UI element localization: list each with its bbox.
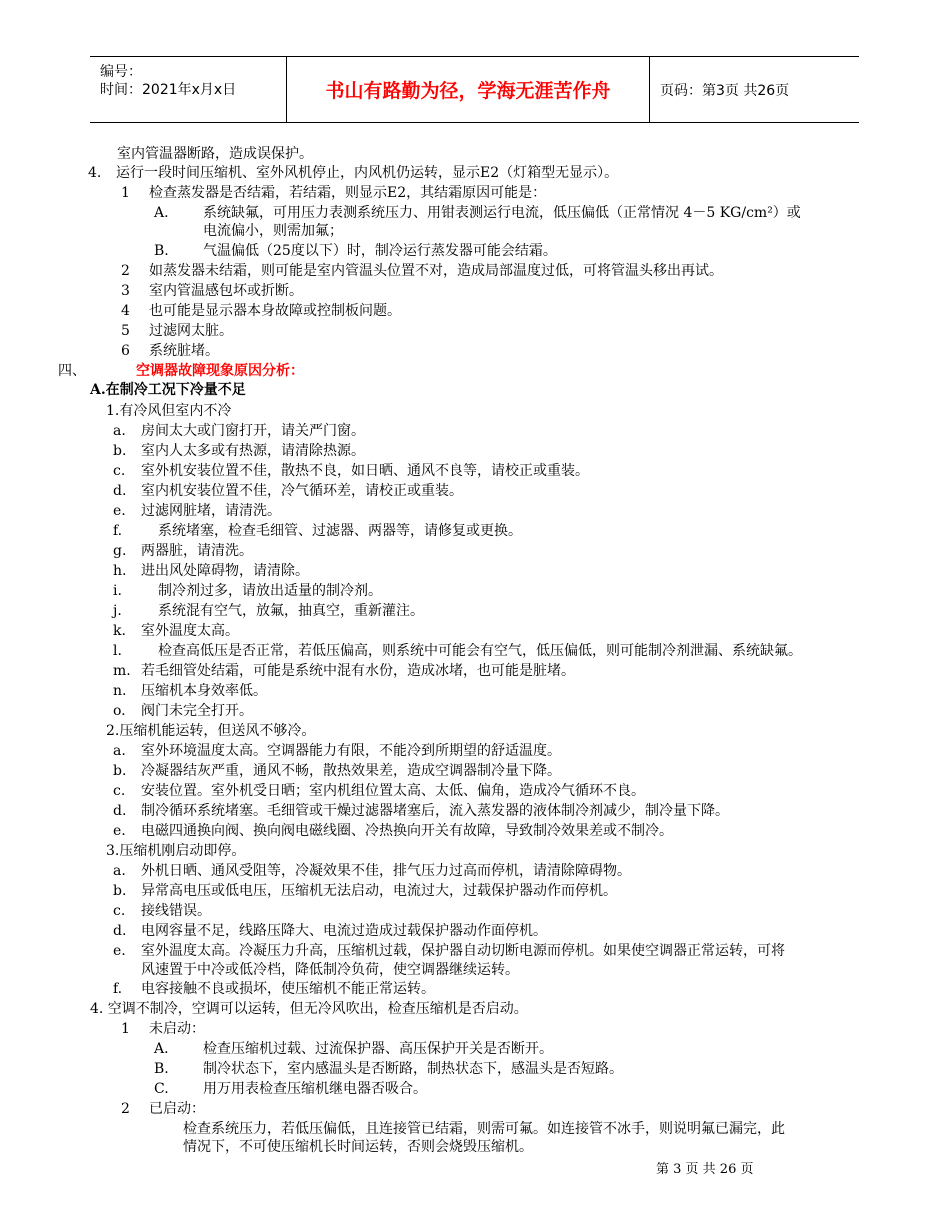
list-item: [113, 502, 281, 520]
list-item-text: 进出风处障碍物，请清除。: [141, 563, 309, 579]
list-item: [113, 562, 309, 580]
list-item: [121, 262, 723, 280]
list-item: [113, 442, 365, 460]
list-item-text: 室外环境温度太高。空调器能力有限，不能冷到所期望的舒适温度。: [141, 743, 561, 759]
list-marker: 4: [121, 303, 130, 319]
list-item-text: 电磁四通换向阀、换向阀电磁线圈、冷热换向开关有故障，导致制冷效果差或不制冷。: [141, 823, 673, 839]
document-number-label: 编号：: [100, 64, 142, 80]
list-marker: 4.: [88, 165, 102, 181]
list-marker: 2: [121, 263, 130, 279]
list-item-text: 已启动：: [149, 1101, 205, 1117]
list-item: [113, 942, 785, 960]
list-marker: 2: [121, 1101, 130, 1117]
list-item-text: 制冷剂过多，请放出适量的制冷剂。: [158, 583, 382, 599]
list-item: [113, 462, 589, 480]
list-item-text: 电容接触不良或损坏，使压缩机不能正常运转。: [141, 981, 435, 997]
body-line: 情况下，不可使压缩机长时间运转，否则会烧毁压缩机。: [183, 1139, 533, 1155]
list-item: [113, 602, 424, 620]
list-item: [121, 1100, 205, 1118]
list-marker: f.: [113, 981, 123, 997]
list-marker: A.: [154, 205, 169, 221]
list-marker: m.: [113, 663, 131, 679]
section-heading: [58, 362, 304, 380]
list-item: [113, 482, 463, 500]
list-marker: i.: [113, 583, 122, 599]
list-item-text: 室内管温感包坏或折断。: [149, 283, 303, 299]
list-item: [154, 1060, 623, 1078]
list-item-text: 也可能是显示器本身故障或控制板问题。: [149, 303, 401, 319]
header-page-cell: [650, 57, 858, 122]
list-item-text: 制冷状态下，室内感温头是否断路，制热状态下，感温头是否短路。: [203, 1061, 623, 1077]
list-marker: d.: [113, 923, 127, 939]
body-line: 风速置于中冷或低冷档，降低制冷负荷，使空调器继续运转。: [141, 962, 519, 978]
document-time-label: 时间：2021年x月x日: [100, 82, 237, 98]
body-line: 室内管温器断路，造成误保护。: [117, 146, 313, 162]
list-marker: h.: [113, 563, 127, 579]
list-marker: e.: [113, 503, 126, 519]
list-marker: n.: [113, 683, 127, 699]
list-marker: b.: [113, 763, 127, 779]
list-item-text: 过滤网脏堵，请清洗。: [141, 503, 281, 519]
list-marker: a.: [113, 743, 126, 759]
list-marker: 1: [121, 1021, 130, 1037]
group-heading: 3.压缩机刚启动即停。: [106, 843, 246, 859]
list-item-text: 冷凝器结灰严重，通风不畅，散热效果差，造成空调器制冷量下降。: [141, 763, 561, 779]
list-marker: f.: [113, 523, 123, 539]
list-marker: c.: [113, 463, 126, 479]
list-item-text: 两器脏，请清洗。: [141, 543, 253, 559]
list-item: [113, 882, 617, 900]
list-marker: d.: [113, 483, 127, 499]
body-line: 电流偏小，则需加氟；: [203, 223, 343, 239]
list-item: [113, 662, 575, 680]
list-item: [113, 902, 211, 920]
group-heading: 4. 空调不制冷，空调可以运转，但无冷风吹出，检查压缩机是否启动。: [90, 1001, 528, 1017]
list-item-text: 制冷循环系统堵塞。毛细管或干燥过滤器堵塞后，流入蒸发器的液体制冷剂减少，制冷量下降。: [141, 803, 729, 819]
list-item: [154, 1040, 553, 1058]
list-item-text: 室外温度太高。: [141, 623, 239, 639]
page-header-table: [90, 56, 859, 123]
list-item-text: 电网容量不足，线路压降大、电流过造成过载保护器动作面停机。: [141, 923, 547, 939]
list-marker: e.: [113, 823, 126, 839]
header-page-number: 页码：第3页 共26页: [660, 82, 790, 99]
list-marker: B.: [154, 1061, 169, 1077]
list-item: [113, 742, 561, 760]
list-item: [88, 164, 619, 182]
list-item: [113, 862, 631, 880]
list-item: [113, 702, 253, 720]
list-marker: b.: [113, 443, 127, 459]
list-item-text: 室内人太多或有热源，请清除热源。: [141, 443, 365, 459]
list-item-text: 阀门未完全打开。: [141, 703, 253, 719]
list-item-text: 检查压缩机过载、过流保护器、高压保护开关是否断开。: [203, 1041, 553, 1057]
list-item-text: 系统缺氟，可用压力表测系统压力、用钳表测运行电流，低压偏低（正常情况 4－5 KG/cm²）或: [203, 205, 801, 221]
list-item-text: 安装位置。室外机受日晒；室内机组位置太高、太低、偏角，造成冷气循环不良。: [141, 783, 645, 799]
list-item-text: 检查高低压是否正常，若低压偏高，则系统中可能会有空气，低压偏低，则可能制冷剂泄漏、系统缺氟。: [158, 643, 802, 659]
list-item-text: 用万用表检查压缩机继电器否吸合。: [203, 1081, 427, 1097]
body-line: 检查系统压力，若低压偏低，且连接管已结霜，则需可氟。如连接管不冰手，则说明氟已漏完，此: [183, 1121, 785, 1137]
list-item: [113, 762, 561, 780]
list-item-text: 压缩机本身效率低。: [141, 683, 267, 699]
list-marker: a.: [113, 863, 126, 879]
list-item-text: 房间太大或门窗打开，请关严门窗。: [141, 423, 365, 439]
list-marker: A.: [154, 1041, 169, 1057]
list-marker: 6: [121, 343, 130, 359]
list-item: [121, 302, 401, 320]
list-marker: j.: [113, 603, 122, 619]
list-item-text: 系统脏堵。: [149, 343, 219, 359]
list-marker: 1: [121, 185, 130, 201]
list-item: [113, 782, 645, 800]
list-item-text: 接线错误。: [141, 903, 211, 919]
list-marker: d.: [113, 803, 127, 819]
list-item-text: 室外温度太高。冷凝压力升高，压缩机过载，保护器自动切断电源而停机。如果使空调器正常运转，可将: [141, 943, 785, 959]
list-item-text: 外机日晒、通风受阻等，冷凝效果不佳，排气压力过高而停机，请清除障碍物。: [141, 863, 631, 879]
list-item-text: 如蒸发器未结霜，则可能是室内管温头位置不对，造成局部温度过低，可将管温头移出再试。: [149, 263, 723, 279]
list-item: [113, 922, 547, 940]
list-item: [154, 242, 557, 260]
list-item: [113, 422, 365, 440]
list-item: [154, 204, 801, 222]
list-marker: 5: [121, 323, 130, 339]
group-heading: 2.压缩机能运转，但送风不够冷。: [106, 723, 316, 739]
list-marker: k.: [113, 623, 126, 639]
list-item: [113, 582, 382, 600]
list-item: [113, 802, 729, 820]
list-marker: e.: [113, 943, 126, 959]
list-item-text: 过滤网太脏。: [149, 323, 233, 339]
list-item: [121, 1020, 205, 1038]
list-item: [113, 622, 239, 640]
header-motto-cell: [286, 57, 650, 122]
list-marker: g.: [113, 543, 127, 559]
list-item-text: 室内机安装位置不佳，冷气循环差，请校正或重装。: [141, 483, 463, 499]
page-footer: 第 3 页 共 26 页: [656, 1162, 754, 1177]
list-item: [121, 184, 547, 202]
list-item: [121, 282, 303, 300]
list-item: [113, 542, 253, 560]
list-marker: C.: [154, 1081, 169, 1097]
list-item-text: 气温偏低（25度以下）时，制冷运行蒸发器可能会结霜。: [203, 243, 557, 259]
section-title: 空调器故障现象原因分析：: [136, 363, 304, 379]
group-heading: 1.有冷风但室内不冷: [106, 403, 232, 419]
list-item: [113, 822, 673, 840]
list-item: [113, 642, 802, 660]
list-item: [113, 522, 522, 540]
list-marker: 3: [121, 283, 130, 299]
list-marker: b.: [113, 883, 127, 899]
list-item: [154, 1080, 427, 1098]
section-number: 四、: [58, 363, 86, 379]
list-item: [121, 322, 233, 340]
list-item-text: 若毛细管处结霜，可能是系统中混有水份，造成冰堵，也可能是脏堵。: [141, 663, 575, 679]
list-marker: B.: [154, 243, 169, 259]
list-item-text: 检查蒸发器是否结霜，若结霜，则显示E2，其结霜原因可能是：: [149, 185, 547, 201]
list-item-text: 未启动：: [149, 1021, 205, 1037]
list-item-text: 室外机安装位置不佳，散热不良，如日晒、通风不良等，请校正或重装。: [141, 463, 589, 479]
list-item: [113, 980, 435, 998]
list-marker: o.: [113, 703, 126, 719]
list-item-text: 系统混有空气，放氟，抽真空，重新灌注。: [158, 603, 424, 619]
header-motto: 书山有路勤为径，学海无涯苦作舟: [325, 80, 611, 102]
list-marker: l.: [113, 643, 122, 659]
subsection-heading: A.在制冷工况下冷量不足: [90, 382, 246, 398]
list-item-text: 异常高电压或低电压，压缩机无法启动，电流过大，过载保护器动作而停机。: [141, 883, 617, 899]
list-marker: c.: [113, 783, 126, 799]
list-item-text: 运行一段时间压缩机、室外风机停止，内风机仍运转，显示E2（灯箱型无显示）。: [116, 165, 619, 181]
list-item: [121, 342, 219, 360]
header-meta-cell: [90, 57, 286, 122]
list-item-text: 系统堵塞，检查毛细管、过滤器、两器等，请修复或更换。: [158, 523, 522, 539]
list-marker: c.: [113, 903, 126, 919]
list-item: [113, 682, 267, 700]
list-marker: a.: [113, 423, 126, 439]
